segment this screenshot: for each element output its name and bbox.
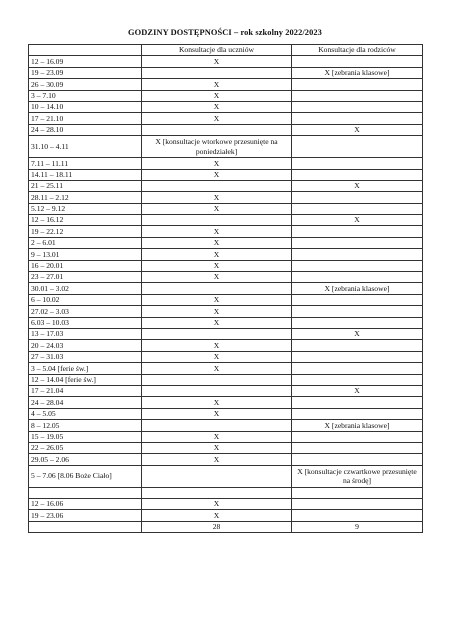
cell-date: 14.11 – 18.11 [29, 169, 142, 180]
cell-parents [292, 260, 423, 271]
cell-date: 27.02 – 3.03 [29, 306, 142, 317]
cell-parents [292, 487, 423, 498]
table-row [29, 431, 423, 442]
cell-date: 7.11 – 11.11 [29, 158, 142, 169]
cell-students [142, 215, 292, 226]
cell-students: X [142, 56, 292, 67]
table-row [29, 510, 423, 521]
cell-parents [292, 56, 423, 67]
cell-students: X [142, 454, 292, 465]
cell-students: X [142, 226, 292, 237]
cell-date: 5.12 – 9.12 [29, 203, 142, 214]
cell-parents: X [zebrania klasowe] [292, 67, 423, 78]
cell-date: 19 – 22.12 [29, 226, 142, 237]
cell-parents: X [292, 385, 423, 396]
header-date [29, 45, 142, 56]
cell-students: X [142, 79, 292, 90]
table-row [29, 374, 423, 385]
table-row [29, 215, 423, 226]
cell-students [142, 328, 292, 339]
cell-parents: X [konsultacje czwartkowe przesunięte na środę] [292, 465, 423, 487]
cell-students [142, 385, 292, 396]
cell-parents: X [292, 180, 423, 191]
cell-parents [292, 136, 423, 158]
cell-date: 31.10 – 4.11 [29, 136, 142, 158]
cell-date: 20 – 24.03 [29, 340, 142, 351]
table-row [29, 56, 423, 67]
cell-students: X [142, 192, 292, 203]
cell-date: 12 – 16.09 [29, 56, 142, 67]
table-row [29, 124, 423, 135]
table-row [29, 101, 423, 112]
table-row [29, 454, 423, 465]
cell-date: 17 – 21.04 [29, 385, 142, 396]
table-row [29, 328, 423, 339]
cell-date: 12 – 16.06 [29, 499, 142, 510]
cell-parents [292, 374, 423, 385]
cell-students: X [142, 408, 292, 419]
cell-students: X [142, 431, 292, 442]
table-row [29, 420, 423, 431]
cell-parents [292, 340, 423, 351]
table-row [29, 169, 423, 180]
table-row [29, 465, 423, 487]
cell-date: 17 – 21.10 [29, 113, 142, 124]
table-row [29, 79, 423, 90]
cell-date: 23 – 27.01 [29, 272, 142, 283]
cell-date: 10 – 14.10 [29, 101, 142, 112]
cell-students: X [142, 397, 292, 408]
cell-date: 13 – 17.03 [29, 328, 142, 339]
cell-students: X [konsultacje wtorkowe przesunięte na poniedziałek] [142, 136, 292, 158]
cell-parents [292, 408, 423, 419]
cell-date: 24 – 28.10 [29, 124, 142, 135]
table-row [29, 487, 423, 498]
cell-date: 6.03 – 10.03 [29, 317, 142, 328]
page-title: GODZINY DOSTĘPNOŚCI – rok szkolny 2022/2023 [128, 28, 322, 37]
table-row [29, 442, 423, 453]
cell-parents [292, 113, 423, 124]
table-row [29, 226, 423, 237]
cell-students [142, 374, 292, 385]
totals-parents: 9 [292, 521, 423, 532]
table-row [29, 351, 423, 362]
table-header-row [29, 45, 423, 56]
table-row [29, 260, 423, 271]
cell-students: X [142, 203, 292, 214]
cell-parents [292, 101, 423, 112]
cell-students [142, 487, 292, 498]
cell-students: X [142, 169, 292, 180]
cell-students: X [142, 510, 292, 521]
table-row [29, 294, 423, 305]
cell-date: 3 – 7.10 [29, 90, 142, 101]
cell-students: X [142, 113, 292, 124]
cell-parents [292, 442, 423, 453]
cell-students [142, 465, 292, 487]
cell-students: X [142, 340, 292, 351]
table-row [29, 272, 423, 283]
cell-students [142, 180, 292, 191]
cell-parents [292, 158, 423, 169]
cell-date: 29.05 – 2.06 [29, 454, 142, 465]
cell-date: 12 – 14.04 [ferie św.] [29, 374, 142, 385]
totals-date [29, 521, 142, 532]
cell-parents: X [zebrania klasowe] [292, 420, 423, 431]
cell-date: 26 – 30.09 [29, 79, 142, 90]
cell-parents [292, 454, 423, 465]
cell-date: 16 – 20.01 [29, 260, 142, 271]
table-row [29, 136, 423, 158]
cell-parents [292, 226, 423, 237]
cell-parents [292, 294, 423, 305]
availability-table [28, 44, 423, 533]
cell-students: X [142, 351, 292, 362]
cell-date: 19 – 23.06 [29, 510, 142, 521]
cell-parents [292, 431, 423, 442]
cell-students [142, 67, 292, 78]
cell-date: 27 – 31.03 [29, 351, 142, 362]
table-row [29, 499, 423, 510]
cell-students: X [142, 363, 292, 374]
totals-row [29, 521, 423, 532]
cell-parents [292, 363, 423, 374]
cell-parents [292, 203, 423, 214]
cell-students: X [142, 294, 292, 305]
cell-parents: X [292, 124, 423, 135]
cell-parents [292, 397, 423, 408]
cell-students: X [142, 158, 292, 169]
cell-date: 15 – 19.05 [29, 431, 142, 442]
cell-parents [292, 249, 423, 260]
cell-date: 4 – 5.05 [29, 408, 142, 419]
cell-students: X [142, 499, 292, 510]
totals-students: 28 [142, 521, 292, 532]
table-row [29, 237, 423, 248]
table-row [29, 180, 423, 191]
cell-parents [292, 79, 423, 90]
table-row [29, 317, 423, 328]
cell-students: X [142, 306, 292, 317]
cell-students: X [142, 249, 292, 260]
cell-parents [292, 192, 423, 203]
cell-date [29, 487, 142, 498]
cell-date: 9 – 13.01 [29, 249, 142, 260]
table-body [29, 56, 423, 521]
cell-students: X [142, 317, 292, 328]
table-row [29, 192, 423, 203]
cell-date: 24 – 28.04 [29, 397, 142, 408]
cell-students: X [142, 90, 292, 101]
cell-date: 2 – 6.01 [29, 237, 142, 248]
cell-date: 28.11 – 2.12 [29, 192, 142, 203]
cell-parents [292, 237, 423, 248]
cell-students: X [142, 101, 292, 112]
cell-students: X [142, 442, 292, 453]
cell-students: X [142, 237, 292, 248]
table-row [29, 408, 423, 419]
cell-parents: X [zebrania klasowe] [292, 283, 423, 294]
header-parents: Konsultacje dla rodziców [292, 45, 423, 56]
cell-parents [292, 169, 423, 180]
cell-students [142, 283, 292, 294]
cell-parents [292, 351, 423, 362]
cell-date: 12 – 16.12 [29, 215, 142, 226]
table-row [29, 283, 423, 294]
cell-date: 19 – 23.09 [29, 67, 142, 78]
cell-date: 30.01 – 3.02 [29, 283, 142, 294]
table-row [29, 113, 423, 124]
table-row [29, 306, 423, 317]
cell-parents [292, 499, 423, 510]
header-students: Konsultacje dla uczniów [142, 45, 292, 56]
cell-parents [292, 510, 423, 521]
table-row [29, 249, 423, 260]
cell-students: X [142, 260, 292, 271]
cell-students [142, 420, 292, 431]
cell-parents: X [292, 328, 423, 339]
cell-parents: X [292, 215, 423, 226]
table-row [29, 340, 423, 351]
cell-date: 3 – 5.04 [ferie św.] [29, 363, 142, 374]
cell-date: 22 – 26.05 [29, 442, 142, 453]
table-row [29, 158, 423, 169]
cell-date: 21 – 25.11 [29, 180, 142, 191]
table-row [29, 363, 423, 374]
cell-parents [292, 317, 423, 328]
table-row [29, 385, 423, 396]
cell-students [142, 124, 292, 135]
cell-parents [292, 272, 423, 283]
cell-date: 6 – 10.02 [29, 294, 142, 305]
table-row [29, 90, 423, 101]
cell-parents [292, 306, 423, 317]
table-row [29, 397, 423, 408]
cell-students: X [142, 272, 292, 283]
cell-parents [292, 90, 423, 101]
cell-date: 8 – 12.05 [29, 420, 142, 431]
cell-date: 5 – 7.06 [8.06 Boże Ciało] [29, 465, 142, 487]
table-row [29, 67, 423, 78]
table-row [29, 203, 423, 214]
